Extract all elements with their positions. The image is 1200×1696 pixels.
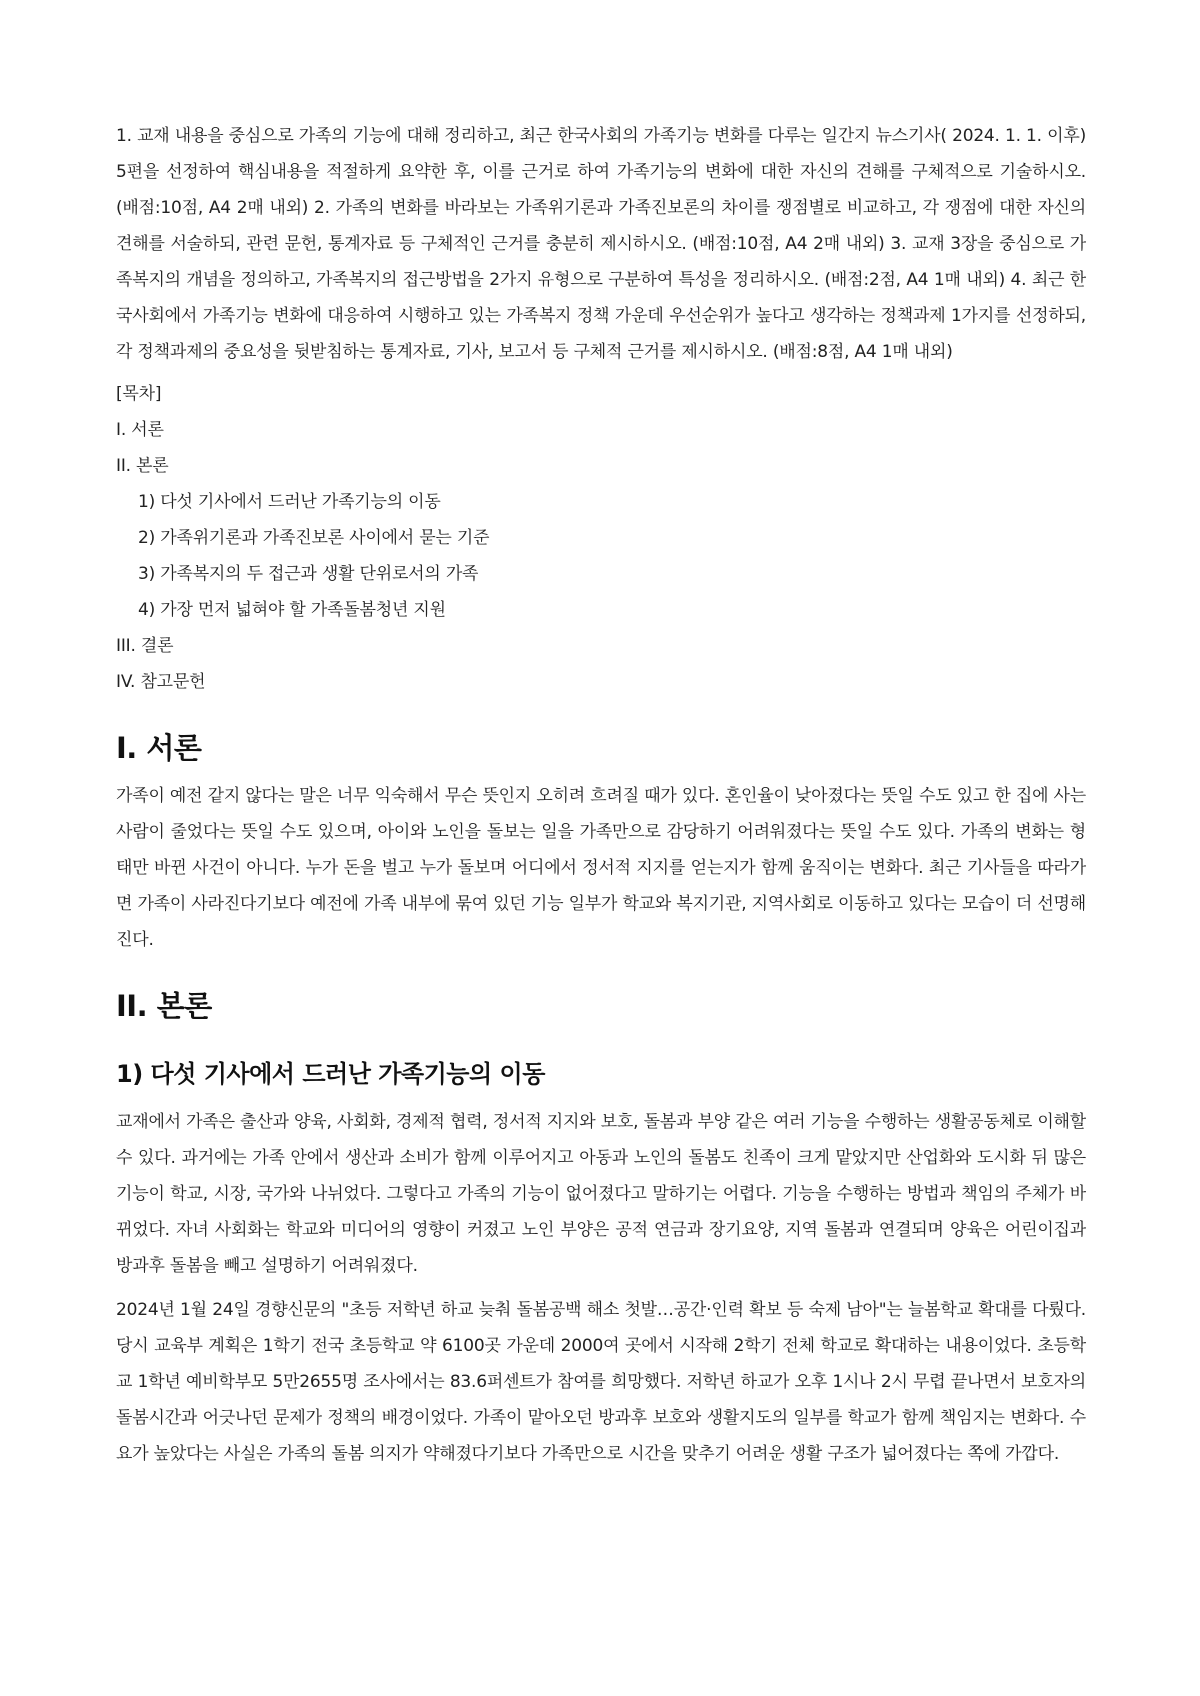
toc-item-body-3: 3) 가족복지의 두 접근과 생활 단위로서의 가족 bbox=[138, 564, 479, 584]
toc-title: [목차] bbox=[116, 384, 162, 404]
intro-paragraph: 가족이 예전 같지 않다는 말은 너무 익숙해서 무슨 뜻인지 오히려 흐려질 때가 있다. 혼인율이 낮아졌다는 뜻일 수도 있고 한 집에 사는 사람이 줄었다는 뜻일 수도 있으며, 아이와 노인을 돌보는 일을 가족만으로 감당하기 어려워졌다는 뜻일 수도 있다. 가족의 변화는 형태만 바뀐 사건이 아니다. 누가 돈을 벌고 누가 돌보며 어디에서 정서적 지지를 얻는지가 함께 움직이는 변화다. 최근 기사들을 따라가면 가족이 사라진다기보다 예전에 가족 내부에 묶여 있던 기능 일부가 학교와 복지기관, 지역사회로 이동하고 있다는 모습이 더 선명해진다. bbox=[116, 786, 1086, 950]
body-heading: II. 본론 bbox=[116, 989, 212, 1023]
toc-item-references: IV. 참고문헌 bbox=[116, 672, 206, 692]
assignment-text: 1. 교재 내용을 중심으로 가족의 기능에 대해 정리하고, 최근 한국사회의 가족기능 변화를 다루는 일간지 뉴스기사( 2024. 1. 1. 이후) 5편을 선정하여 핵심내용을 적절하게 요약한 후, 이를 근거로 하여 가족기능의 변화에 대한 자신의 견해를 구체적으로 기술하시오. (배점:10점, A4 2매 내외) 2. 가족의 변화를 바라보는 가족위기론과 가족진보론의 차이를 쟁점별로 비교하고, 각 쟁점에 대한 자신의 견해를 서술하되, 관련 문헌, 통계자료 등 구체적인 근거를 충분히 제시하시오. (배점:10점, A4 2매 내외) 3. 교재 3장을 중심으로 가족복지의 개념을 정의하고, 가족복지의 접근방법을 2가지 유형으로 구분하여 특성을 정리하시오. (배점:2점, A4 1매 내외) 4. 최근 한국사회에서 가족기능 변화에 대응하여 시행하고 있는 가족복지 정책 가운데 우선순위가 높다고 생각하는 정책과제 1가지를 선정하되, 각 정책과제의 중요성을 뒷받침하는 통계자료, 기사, 보고서 등 구체적 근거를 제시하시오. (배점:8점, A4 1매 내외) bbox=[116, 126, 1086, 362]
section-1-heading: 1) 다섯 기사에서 드러난 가족기능의 이동 bbox=[116, 1060, 545, 1088]
document-page bbox=[116, 118, 1086, 1472]
section-1-paragraph: 교재에서 가족은 출산과 양육, 사회화, 경제적 협력, 정서적 지지와 보호, 돌봄과 부양 같은 여러 기능을 수행하는 생활공동체로 이해할 수 있다. 과거에는 가족 안에서 생산과 소비가 함께 이루어지고 아동과 노인의 돌봄도 친족이 크게 맡았지만 산업화와 도시화 뒤 많은 기능이 학교, 시장, 국가와 나뉘었다. 그렇다고 가족의 기능이 없어졌다고 말하기는 어렵다. 기능을 수행하는 방법과 책임의 주체가 바뀌었다. 자녀 사회화는 학교와 미디어의 영향이 커졌고 노인 부양은 공적 연금과 장기요양, 지역 돌봄과 연결되며 양육은 어린이집과 방과후 돌봄을 빼고 설명하기 어려워졌다. bbox=[116, 1112, 1086, 1276]
toc-item-intro: I. 서론 bbox=[116, 420, 164, 440]
toc-item-body-1: 1) 다섯 기사에서 드러난 가족기능의 이동 bbox=[138, 492, 441, 512]
section-1-paragraph: 2024년 1월 24일 경향신문의 "초등 저학년 하교 늦춰 돌봄공백 해소 첫발…공간·인력 확보 등 숙제 남아"는 늘봄학교 확대를 다뤘다. 당시 교육부 계획은 1학기 전국 초등학교 약 6100곳 가운데 2000여 곳에서 시작해 2학기 전체 학교로 확대하는 내용이었다. 초등학교 1학년 예비학부모 5만2655명 조사에서는 83.6퍼센트가 참여를 희망했다. 저학년 하교가 오후 1시나 2시 무렵 끝나면서 보호자의 돌봄시간과 어긋나던 문제가 정책의 배경이었다. 가족이 맡아오던 방과후 보호와 생활지도의 일부를 학교가 함께 책임지는 변화다. 수요가 높았다는 사실은 가족의 돌봄 의지가 약해졌다기보다 가족만으로 시간을 맞추기 어려운 생활 구조가 넓어졌다는 쪽에 가깝다. bbox=[116, 1300, 1086, 1464]
toc-item-body-2: 2) 가족위기론과 가족진보론 사이에서 묻는 기준 bbox=[138, 528, 490, 548]
toc-item-body: II. 본론 bbox=[116, 456, 169, 476]
intro-heading: I. 서론 bbox=[116, 731, 202, 765]
table-of-contents bbox=[116, 376, 1086, 700]
toc-item-body-4: 4) 가장 먼저 넓혀야 할 가족돌봄청년 지원 bbox=[138, 600, 446, 620]
toc-item-conclusion: III. 결론 bbox=[116, 636, 174, 656]
